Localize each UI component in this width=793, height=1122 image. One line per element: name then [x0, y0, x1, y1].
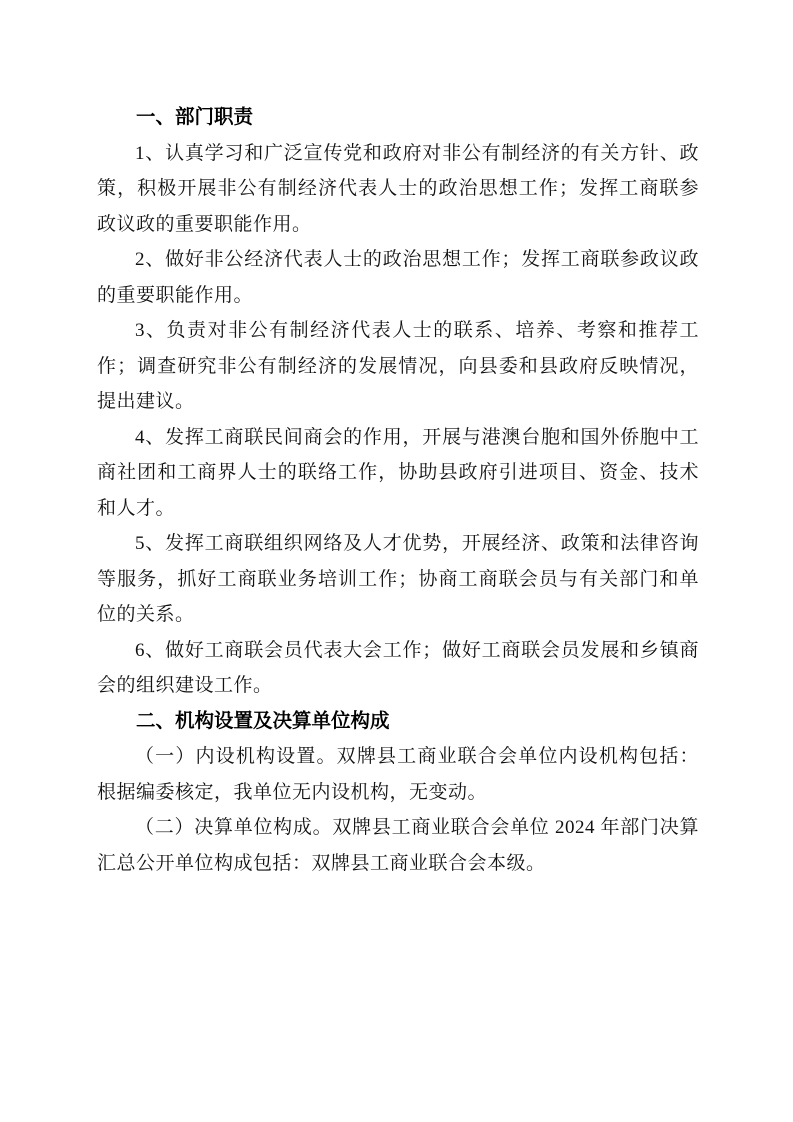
paragraph-duty-1: 1、认真学习和广泛宣传党和政府对非公有制经济的有关方针、政策，积极开展非公有制经济代表人士的政治思想工作；发挥工商联参政议政的重要职能作用。	[97, 142, 699, 235]
document-content	[97, 100, 699, 881]
paragraph-duty-4: 4、发挥工商联民间商会的作用，开展与港澳台胞和国外侨胞中工商社团和工商界人士的联络工作，协助县政府引进项目、资金、技术和人才。	[97, 426, 699, 519]
section-heading-duties: 一、部门职责	[136, 106, 254, 128]
paragraph-duty-6: 6、做好工商联会员代表大会工作；做好工商联会员发展和乡镇商会的组织建设工作。	[97, 639, 699, 696]
paragraph-duty-5: 5、发挥工商联组织网络及人才优势，开展经济、政策和法律咨询等服务，抓好工商联业务培训工作；协商工商联会员与有关部门和单位的关系。	[97, 533, 699, 625]
paragraph-duty-2: 2、做好非公经济代表人士的政治思想工作；发挥工商联参政议政的重要职能作用。	[97, 249, 699, 306]
paragraph-structure-2: （二）决算单位构成。双牌县工商业联合会单位 2024 年部门决算汇总公开单位构成包括：双牌县工商业联合会本级。	[97, 817, 699, 874]
paragraph-structure-1: （一）内设机构设置。双牌县工商业联合会单位内设机构包括：根据编委核定，我单位无内设机构，无变动。	[97, 746, 699, 803]
section-heading-structure: 二、机构设置及决算单位构成	[136, 709, 390, 732]
paragraph-duty-3: 3、负责对非公有制经济代表人士的联系、培养、考察和推荐工作；调查研究非公有制经济的发展情况，向县委和县政府反映情况，提出建议。	[97, 320, 699, 412]
